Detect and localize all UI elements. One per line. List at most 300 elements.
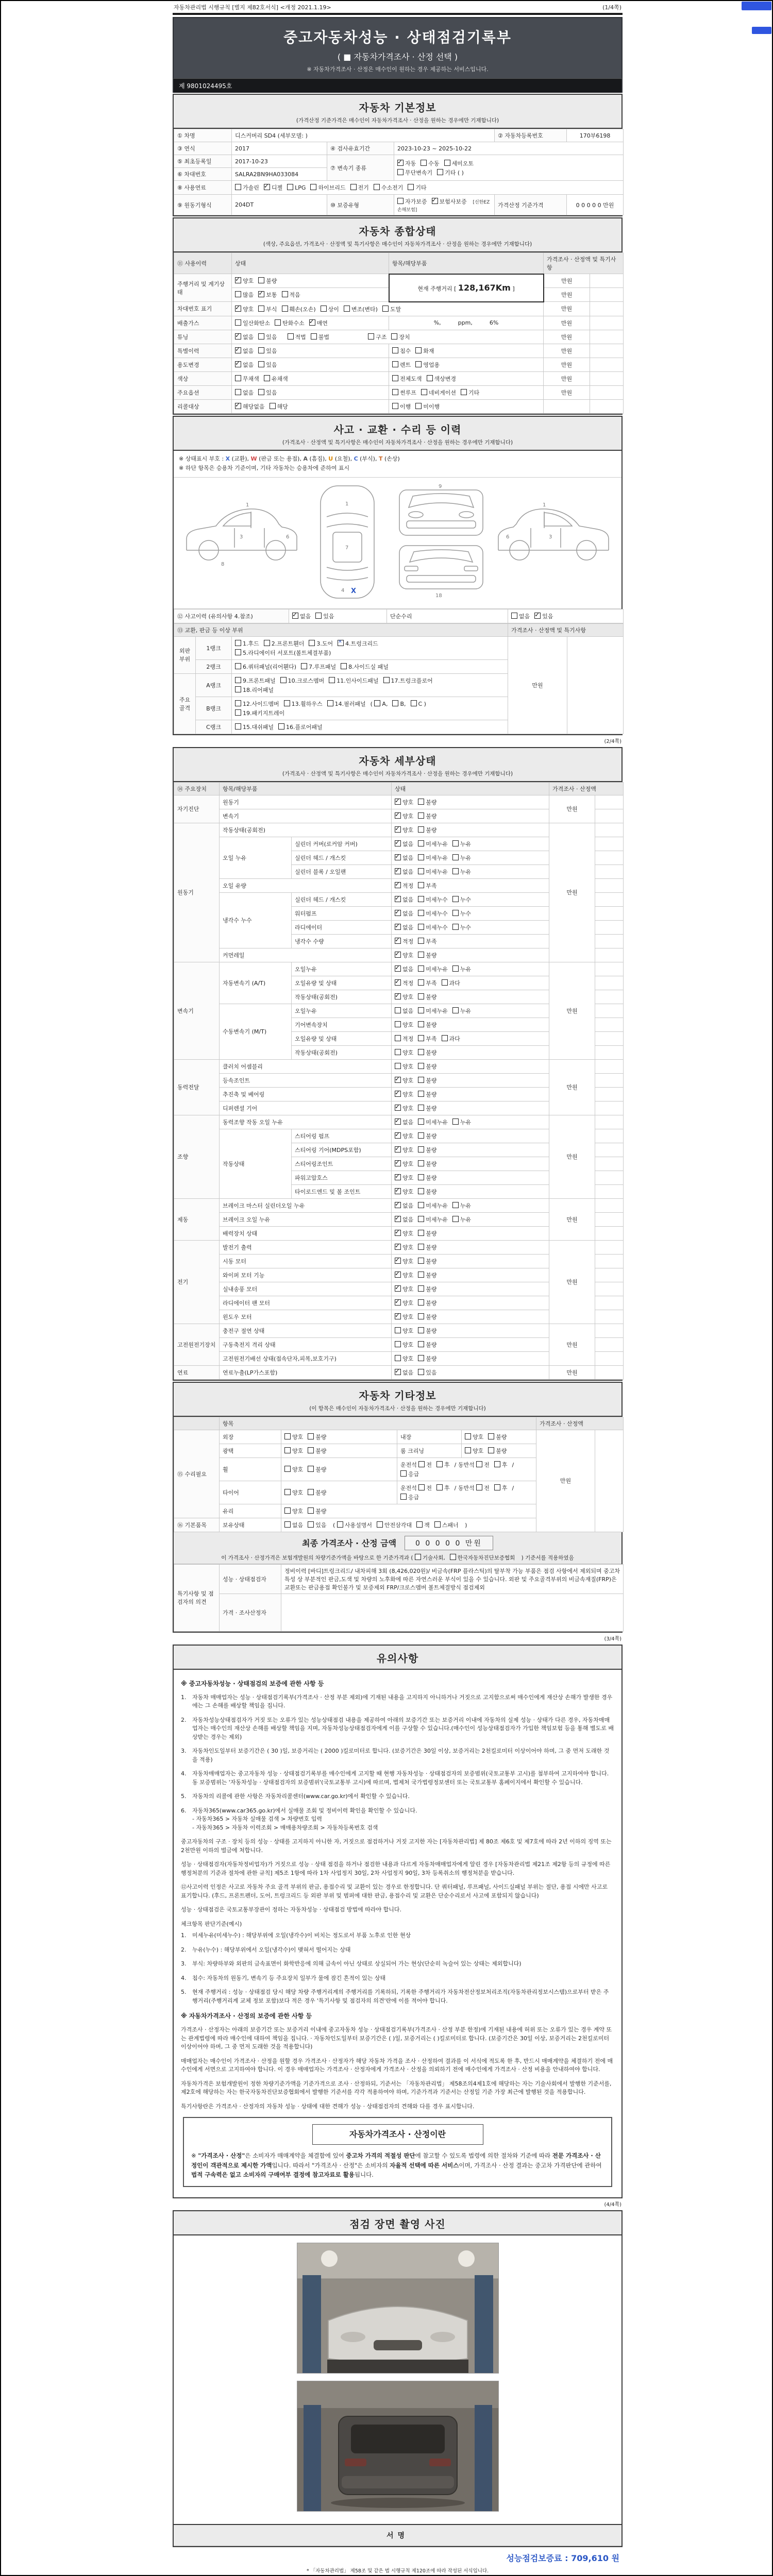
value-cell [392, 990, 549, 1004]
check-label: 양호 [292, 1447, 304, 1454]
checkbox-checked [235, 277, 241, 283]
check-label: 불량 [426, 1049, 437, 1056]
text: ※ 상태표시 부호 : [179, 455, 226, 462]
notice-item-text: 현재 주행거리 : 성능 · 상태점검 당시 해당 차량 주행거리계의 주행거리를 기록하되, 기록한 주행거리가 자동차전산정보처리조직(자동차관리정보시스템)으로부터 받은 주행거리(주행거리계 교체 정보 포함)보다 적은 경우 '특기사항 및 점검자의 의견'란에 이를 적어야 합니다. [192, 1989, 609, 2004]
check-label: 양호 [402, 812, 414, 820]
check-label: 있음 [323, 613, 334, 620]
label-cell: 주요옵션 [174, 385, 232, 399]
check-item [395, 826, 413, 834]
label-cell: 상태 [232, 253, 389, 274]
check-label: 일산화탄소 [243, 319, 271, 327]
check-item [494, 1484, 508, 1492]
check-item [434, 1521, 459, 1529]
check-item [418, 909, 448, 918]
check-label: 17.트렁크플로어 [391, 677, 433, 684]
check-item [395, 1035, 413, 1043]
check-label: 응급 [408, 1494, 419, 1501]
value-cell [289, 609, 387, 623]
check-item [395, 1048, 413, 1057]
text: A [303, 455, 308, 462]
text: / 동반석 [454, 1461, 477, 1468]
label-cell: ⑨ 원동기형식 [174, 195, 232, 215]
check-item [395, 1132, 413, 1140]
value-cell [595, 1365, 624, 1379]
label-cell: 가격조사 · 산정액 및 특기사항 [508, 623, 624, 636]
table-row [174, 385, 624, 399]
notice-item [181, 1931, 614, 1940]
checkbox [284, 700, 290, 706]
value-cell [595, 1171, 624, 1184]
check-label: 없음 [243, 361, 254, 368]
value-cell: 작동상태(공회전) [292, 990, 392, 1004]
check-item [418, 1132, 436, 1140]
check-item [418, 1048, 436, 1057]
value-cell [590, 316, 624, 330]
check-label: 불량 [315, 1489, 327, 1496]
value-cell [590, 302, 624, 316]
check-item [418, 1215, 448, 1224]
label-cell: 가격조사 · 산정액 및 특기사항 [544, 253, 624, 274]
checkbox-checked [235, 403, 241, 409]
text: ) [463, 1521, 467, 1529]
check-item [418, 937, 436, 945]
viewer-badge-sub[interactable] [752, 27, 771, 34]
check-label: 무채색 [243, 375, 259, 382]
check-label: 불량 [426, 1188, 437, 1195]
notice-item-text: 미세누유(미세누수) : 해당부위에 오일(냉각수)이 비치는 정도로서 부품 노후로 인한 현상 [192, 1932, 411, 1939]
check-item [418, 1160, 436, 1168]
value-cell: 만원 [549, 795, 595, 823]
svg-text:7: 7 [345, 545, 349, 551]
check-item [395, 1215, 413, 1224]
value-cell [595, 1018, 624, 1031]
label-cell: 항목/해당부품 [220, 782, 392, 795]
notice-paragraph: 매매업자는 매수인이 가격조사 · 산정을 원할 경우 가격조사 · 산정자가 해당 자동차 가격을 조사 · 산정하여 결과를 이 서식에 적도록 한 후, 반드시 매매계약을 체결하기 전에 매수인에게 서면으로 고지하여야 합니다. 이 경우 매매업자는 가격조사 · 산정자에게 가격조사 · 산정을 의뢰하기 전에 매수인에게 가격조사 · 산정 비용을 안내하여야 합니다. [181, 2057, 613, 2073]
checkbox [235, 663, 241, 669]
check-item [321, 305, 339, 313]
value-cell [392, 1143, 549, 1157]
value-cell [392, 948, 549, 962]
checkbox [418, 896, 424, 902]
checkbox [418, 1244, 424, 1250]
value-cell [392, 1240, 549, 1254]
label-cell: ① 차명 [174, 129, 232, 142]
checkbox [284, 1433, 291, 1439]
check-item [235, 183, 259, 192]
checkbox [235, 686, 241, 692]
value-cell [595, 1337, 624, 1351]
document-number: 제 9801024495호 [173, 78, 623, 93]
value-cell [392, 1157, 549, 1171]
check-item [395, 1007, 413, 1015]
check-label: 침수 [400, 347, 411, 354]
check-label: 불량 [315, 1433, 327, 1440]
basic-info-table [174, 129, 621, 215]
document-header [173, 17, 623, 78]
section-title: 자동차 종합상태 [359, 225, 436, 238]
checkbox [511, 613, 517, 619]
checkbox [308, 1507, 314, 1514]
checkbox [400, 1494, 407, 1500]
checkbox [301, 663, 307, 669]
check-label: 불량 [496, 1447, 507, 1454]
value-cell [392, 865, 549, 878]
label-cell: ⑭ 주요장치 [174, 782, 220, 795]
text: 운전석 [400, 1461, 419, 1468]
value-cell: 만원 [544, 288, 590, 302]
checkbox [235, 723, 241, 730]
value-cell [392, 1101, 549, 1115]
check-label: 적음 [289, 292, 300, 298]
check-item [418, 1090, 436, 1098]
value-cell [281, 1444, 397, 1458]
table-row [174, 330, 624, 344]
value-cell: 0 0 0 0 0 만원 [567, 195, 624, 215]
check-label: 전 [484, 1484, 490, 1492]
table-row [174, 1324, 624, 1337]
label-cell: 리콜대상 [174, 399, 232, 413]
checkbox-checked [395, 952, 401, 958]
check-item [235, 676, 276, 685]
trunk-x-mark: X [351, 587, 357, 595]
check-item [395, 854, 413, 862]
check-item [418, 1174, 436, 1182]
table-row [174, 195, 624, 215]
table-row [174, 1430, 624, 1444]
check-item [258, 347, 277, 355]
check-item [395, 1062, 413, 1071]
checkbox [315, 613, 322, 619]
checkbox-checked [235, 361, 241, 367]
value-cell [595, 1184, 624, 1198]
checkbox [400, 1470, 407, 1477]
checkbox [427, 375, 433, 381]
check-item [452, 1118, 471, 1126]
check-item [488, 1433, 507, 1441]
viewer-badge-top[interactable] [742, 2, 771, 10]
value-cell [281, 1594, 624, 1631]
notice-item-number: 6. [181, 1807, 187, 1814]
value-cell [595, 1031, 624, 1045]
value-cell: 만원 [544, 330, 590, 344]
check-item [418, 1368, 436, 1377]
check-label: 양호 [402, 826, 414, 834]
check-label: 불량 [426, 952, 437, 959]
checkbox [329, 677, 335, 683]
section-subtitle: (가격조사 · 산정액 및 특기사항은 매수인이 자동차가격조사 · 산정을 원하는 경우에만 기재합니다) [282, 439, 513, 446]
check-label: 11.인사이드패널 [337, 677, 379, 684]
check-item [235, 686, 274, 694]
checkbox [383, 677, 390, 683]
checkbox [284, 1507, 291, 1514]
text: / [512, 1484, 514, 1492]
checkbox-checked [395, 1105, 401, 1111]
check-item [310, 183, 345, 192]
check-label: 불량 [426, 1160, 437, 1167]
value-cell: 정비이력 [바디]트렁크리드/ 내차피해 3회 (8,426,020원)/ 비금속(FRP 플라스틱)의 탈부착 가능 부품은 점검 사항에서 제외되며 중고차 특성 상 부분적인 판금,도색 및 차량의 노후화에 따른 자연스러운 부식이 있을 수 있습니다. 외판 및 주요골격부위의 비금속재질(FRP)은 교환또는 판금용접 확인불가 및 보증제외 FRP/크로스멤버 볼트체결방식 점검제외 [281, 1564, 624, 1594]
check-item [344, 305, 378, 313]
value-cell [508, 609, 624, 623]
check-item [308, 1507, 326, 1515]
check-item [395, 812, 413, 820]
check-label: 미세누수 [426, 924, 448, 931]
table-row [174, 358, 624, 371]
text: (손상) [382, 455, 400, 462]
check-item [395, 868, 413, 876]
value-cell [595, 1143, 624, 1157]
label-cell: 자기진단 [174, 795, 220, 823]
text: 전문 가격조사 · 산정인이 객관적으로 제시한 가액 [191, 2152, 601, 2169]
page-marker-4: (4/4쪽) [604, 2201, 621, 2208]
check-label: 미세누유 [426, 854, 448, 861]
value-cell [389, 399, 544, 413]
check-label: 불량 [496, 1433, 507, 1440]
checkbox [452, 924, 459, 930]
checkbox-checked [395, 1230, 401, 1236]
check-label: 누유 [460, 868, 472, 875]
check-label: 양호 [402, 1299, 414, 1307]
checkbox [452, 965, 459, 972]
value-cell [392, 1031, 549, 1045]
value-cell: 만원 [508, 636, 567, 734]
label-cell: ⑩ 보증유형 [327, 195, 394, 215]
label-cell: 연료 [174, 1365, 220, 1379]
value-cell: 오일유량 및 상태 [292, 976, 392, 990]
value-cell [281, 1504, 536, 1518]
value-cell: 204DT [232, 195, 327, 215]
label-cell: 제동 [174, 1198, 220, 1240]
form-table [174, 623, 624, 734]
check-label: 없음 [402, 1202, 414, 1209]
check-label: 불량 [426, 1146, 437, 1154]
check-label: 해당없음 [243, 403, 265, 410]
text: 운전석 [400, 1484, 419, 1492]
checkbox [235, 319, 241, 326]
check-item [395, 1354, 413, 1363]
section-title: 자동차 기본정보 [359, 101, 436, 114]
check-label: 미세누유 [426, 1118, 448, 1126]
detail-state-table [174, 782, 621, 1380]
check-item [368, 333, 386, 341]
check-item [452, 1215, 471, 1224]
check-item [395, 909, 413, 918]
svg-text:8: 8 [221, 561, 225, 567]
checkbox [235, 389, 241, 395]
checkbox [341, 663, 347, 669]
checkbox-checked [395, 1313, 401, 1319]
checkbox [392, 389, 398, 395]
value-cell [392, 934, 549, 948]
check-label: 불량 [315, 1447, 327, 1454]
check-item [418, 1243, 436, 1251]
check-label: 불량 [426, 1077, 437, 1084]
check-label: 양호 [402, 1258, 414, 1265]
check-label: 1.후드 [243, 640, 259, 647]
check-item [392, 361, 411, 369]
checkbox [418, 1461, 425, 1467]
checkbox-checked [395, 938, 401, 944]
check-label: 불량 [426, 1313, 437, 1320]
value-cell [392, 1254, 549, 1268]
check-item [280, 676, 325, 685]
check-label: 화재 [423, 347, 434, 354]
check-label: 누수 [460, 910, 472, 917]
check-label: 응급 [408, 1470, 419, 1478]
checkbox [442, 979, 448, 986]
check-item [282, 291, 300, 299]
checkbox-checked [395, 979, 401, 986]
check-item [258, 333, 277, 341]
check-item [235, 388, 254, 397]
label-cell: 변속기 [174, 962, 220, 1059]
check-item [397, 159, 416, 167]
check-label: 18.리어패널 [243, 686, 274, 693]
checkbox [418, 1299, 424, 1306]
value-cell [567, 636, 624, 734]
value-cell [232, 330, 544, 344]
value-cell: 오일 유량 [220, 878, 392, 892]
check-label: 양호 [402, 1091, 414, 1098]
check-label: A, [382, 700, 388, 707]
check-label: 부족 [426, 938, 437, 945]
check-label: 유채색 [271, 375, 288, 382]
check-item [452, 854, 471, 862]
value-cell [392, 1115, 549, 1129]
check-label: 불량 [426, 1021, 437, 1028]
checkbox-checked [395, 1118, 401, 1125]
value-cell [595, 1212, 624, 1226]
checkbox-checked [395, 868, 401, 874]
check-item [235, 709, 284, 717]
value-cell [392, 1045, 549, 1059]
check-label: 불량 [426, 1063, 437, 1070]
label-cell: ⑬ 교환, 판금 등 이상 부위 [174, 623, 508, 636]
check-label: 13.휠하우스 [291, 700, 323, 707]
section-notice-header [174, 1646, 621, 1670]
section-title: 유의사항 [376, 1652, 419, 1665]
checkbox-checked [395, 1258, 401, 1264]
check-label: 양호 [402, 1327, 414, 1334]
check-label: 전 [426, 1461, 432, 1468]
checkbox [397, 169, 404, 175]
final-price-label: 최종 가격조사 · 산정 금액 [302, 1538, 397, 1549]
value-cell [281, 1481, 397, 1504]
check-item [382, 305, 401, 313]
check-label: 없음 [243, 389, 254, 396]
checkbox-checked [395, 1174, 401, 1180]
checkbox [418, 938, 424, 944]
checkbox [392, 347, 398, 353]
check-label: 많음 [243, 292, 254, 298]
check-item [395, 882, 413, 890]
legend-codes [179, 454, 616, 464]
value-cell [232, 399, 389, 413]
checkbox [415, 403, 422, 409]
value-cell [595, 809, 624, 823]
value-cell: 오일누유 [292, 1004, 392, 1018]
notice-item [181, 1974, 614, 1983]
check-item [416, 1521, 430, 1529]
check-item [395, 1201, 413, 1210]
checkbox-checked [395, 1299, 401, 1306]
notice-paragraph: 성능 · 상태점검은 국토교통부장관이 정하는 자동차성능 · 상태점검 방법에 따라야 합니다. [181, 1906, 401, 1913]
check-label: 가솔린 [243, 184, 259, 191]
check-label: 불량 [426, 1285, 437, 1293]
checkbox [377, 1521, 383, 1528]
value-cell [392, 1073, 549, 1087]
value-cell: 만원 [544, 385, 590, 399]
notice-item-text: 누유(누수) : 해당부위에서 오일(냉각수)이 맺혀서 떨어지는 상태 [192, 1946, 351, 1953]
checkbox [235, 709, 241, 716]
check-item [308, 1488, 326, 1497]
checkbox [418, 1063, 424, 1069]
check-item [377, 1521, 412, 1529]
checkbox [418, 993, 424, 999]
value-cell [392, 878, 549, 892]
value-cell: 만원 [549, 1115, 595, 1198]
check-item [452, 923, 471, 931]
label-cell: ⑧ 사용연료 [174, 181, 232, 195]
notice-item [181, 1960, 614, 1969]
value-cell: 라디에이터 팬 모터 [220, 1296, 392, 1310]
check-item [308, 1433, 326, 1441]
check-label: 안전삼각대 [384, 1521, 412, 1529]
checkbox-checked [338, 640, 344, 646]
value-cell [392, 1226, 549, 1240]
table-row [174, 344, 624, 358]
accident-parts-table [174, 623, 621, 734]
check-label: 양호 [402, 1146, 414, 1154]
form-table [174, 782, 624, 1380]
value-cell: 와이퍼 모터 기능 [220, 1268, 392, 1282]
check-label: 있음 [266, 333, 277, 341]
value-cell [595, 1226, 624, 1240]
checkbox [282, 306, 288, 312]
check-item [476, 1461, 490, 1469]
check-label: 없음 [402, 910, 414, 917]
label-cell [174, 1417, 220, 1430]
checkbox [418, 882, 424, 888]
check-item [258, 305, 277, 313]
check-label: 기타 [415, 184, 427, 191]
checkbox [258, 361, 264, 367]
value-cell [392, 1129, 549, 1143]
check-label: 양호 [292, 1466, 304, 1473]
check-item [418, 951, 436, 959]
value-cell: 디스커버리 SD4 (세부모델: ) [232, 129, 495, 142]
text: 중고차 가격의 적절성 판단 [346, 2152, 415, 2160]
checkbox-checked [395, 1091, 401, 1097]
check-item [288, 333, 306, 341]
check-item [411, 700, 426, 707]
check-item [452, 965, 471, 973]
check-item [284, 1465, 303, 1473]
value-cell [397, 1481, 536, 1504]
check-label: B, [400, 700, 406, 707]
check-item [264, 639, 305, 648]
check-label: 불량 [426, 1299, 437, 1307]
check-label: 없음 [402, 854, 414, 861]
checkbox [452, 1007, 459, 1013]
checkbox-checked [395, 1244, 401, 1250]
checkbox [452, 868, 459, 874]
value-cell: 단순수리 [387, 609, 508, 623]
check-item [308, 1447, 326, 1455]
value-cell: 파워고압호스 [292, 1171, 392, 1184]
value-cell [595, 1073, 624, 1087]
check-label: 양호 [402, 1174, 414, 1181]
check-label: 5.라디에이터 서포트(볼트체결부품) [243, 649, 331, 656]
